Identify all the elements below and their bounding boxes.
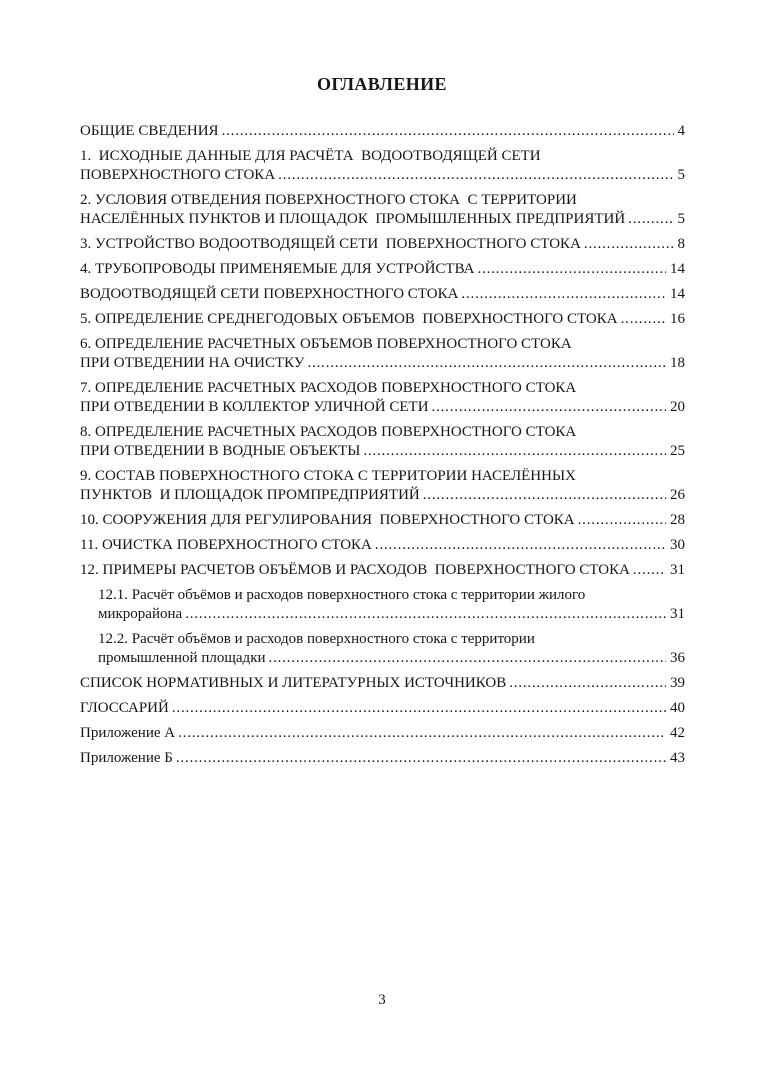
dot-leader [178,724,666,743]
toc-entry-lastline [80,398,685,417]
toc-entry [80,749,685,768]
toc-entry-text: ОБЩИЕ СВЕДЕНИЯ [80,123,219,139]
toc-entry [80,724,685,743]
toc-entry [80,147,685,185]
toc-page-number: 5 [677,211,685,227]
toc-entry-text: ПУНКТОВ И ПЛОЩАДОК ПРОМПРЕДПРИЯТИЙ [80,487,420,503]
toc-entry-line: 6. ОПРЕДЕЛЕНИЕ РАСЧЕТНЫХ ОБЪЕМОВ ПОВЕРХНОСТНОГО СТОКА [80,336,572,352]
toc-entry [80,122,685,141]
toc-entry-lastline [98,605,685,624]
toc-entry-line: 9. СОСТАВ ПОВЕРХНОСТНОГО СТОКА С ТЕРРИТОРИИ НАСЕЛЁННЫХ [80,468,576,484]
toc-entry [80,630,685,668]
dot-leader [269,649,666,668]
toc-entry-text: 5. ОПРЕДЕЛЕНИЕ СРЕДНЕГОДОВЫХ ОБЪЕМОВ ПОВЕРХНОСТНОГО СТОКА [80,311,618,327]
toc-page-number: 16 [670,311,685,327]
toc-entry-text: Приложение Б [80,750,173,766]
dot-leader [375,536,666,555]
dot-leader [222,122,674,141]
toc-entry [80,511,685,530]
toc-entry-text: ПРИ ОТВЕДЕНИИ В ВОДНЫЕ ОБЪЕКТЫ [80,443,361,459]
toc-entry-lastline [80,166,685,185]
toc-entry-lastline [80,699,685,718]
dot-leader [633,561,666,580]
dot-leader [423,486,666,505]
dot-leader [172,699,666,718]
toc-entry [80,586,685,624]
toc-entry-line: 7. ОПРЕДЕЛЕНИЕ РАСЧЕТНЫХ РАСХОДОВ ПОВЕРХНОСТНОГО СТОКА [80,380,577,396]
toc-entry [80,260,685,279]
toc-page-number: 20 [670,399,685,415]
dot-leader [584,235,674,254]
toc-entry [80,467,685,505]
toc-entry [80,423,685,461]
toc-page-number: 28 [670,512,685,528]
toc-entry-line: 12.2. Расчёт объёмов и расходов поверхностного стока с территории [98,631,535,647]
toc-entry [80,335,685,373]
toc-entry-line: 2. УСЛОВИЯ ОТВЕДЕНИЯ ПОВЕРХНОСТНОГО СТОКА С ТЕРРИТОРИИ [80,192,577,208]
toc-page-number: 5 [677,167,685,183]
toc-entry-text: ПОВЕРХНОСТНОГО СТОКА [80,167,276,183]
dot-leader [578,511,666,530]
toc-entry-text: ВОДООТВОДЯЩЕЙ СЕТИ ПОВЕРХНОСТНОГО СТОКА [80,286,459,302]
dot-leader [509,674,666,693]
dot-leader [185,605,666,624]
toc-entry-line: 1. ИСХОДНЫЕ ДАННЫЕ ДЛЯ РАСЧЁТА ВОДООТВОДЯЩЕЙ СЕТИ [80,148,541,164]
toc-entry-text: ГЛОССАРИЙ [80,700,169,716]
toc-entry-lastline [80,260,685,279]
toc-page-number: 40 [670,700,685,716]
toc-entry [80,674,685,693]
dot-leader [176,749,666,768]
toc-entry [80,536,685,555]
toc-entry-text: 12. ПРИМЕРЫ РАСЧЕТОВ ОБЪЁМОВ И РАСХОДОВ ПОВЕРХНОСТНОГО СТОКА [80,562,630,578]
toc-entry-text: НАСЕЛЁННЫХ ПУНКТОВ И ПЛОЩАДОК ПРОМЫШЛЕННЫХ ПРЕДПРИЯТИЙ [80,211,626,227]
toc-page-number: 39 [670,675,685,691]
toc-page-number: 42 [670,725,685,741]
dot-leader [308,354,666,373]
toc-entry-text: 3. УСТРОЙСТВО ВОДООТВОДЯЩЕЙ СЕТИ ПОВЕРХНОСТНОГО СТОКА [80,236,581,252]
toc-page-number: 14 [670,286,685,302]
toc-page-number: 31 [670,562,685,578]
toc-entry-lastline [80,674,685,693]
page-title: ОГЛАВЛЕНИЕ [317,74,447,94]
toc-entry-text: 4. ТРУБОПРОВОДЫ ПРИМЕНЯЕМЫЕ ДЛЯ УСТРОЙСТВА [80,261,475,277]
dot-leader [363,442,666,461]
toc-entry-line: 8. ОПРЕДЕЛЕНИЕ РАСЧЕТНЫХ РАСХОДОВ ПОВЕРХНОСТНОГО СТОКА [80,424,577,440]
toc-entry [80,310,685,329]
toc-list [80,122,685,768]
toc-entry-lastline [80,511,685,530]
toc-page-number: 26 [670,487,685,503]
toc-entry-text: 10. СООРУЖЕНИЯ ДЛЯ РЕГУЛИРОВАНИЯ ПОВЕРХНОСТНОГО СТОКА [80,512,575,528]
toc-entry-lastline [80,561,685,580]
toc-page-number: 43 [670,750,685,766]
toc-entry-line: 12.1. Расчёт объёмов и расходов поверхностного стока с территории жилого [98,587,586,603]
toc-entry-text: промышленной площадки [98,650,266,666]
dot-leader [621,310,666,329]
dot-leader [477,260,666,279]
toc-entry-text: 11. ОЧИСТКА ПОВЕРХНОСТНОГО СТОКА [80,537,372,553]
toc-entry-lastline [80,285,685,304]
dot-leader [432,398,666,417]
toc-entry [80,699,685,718]
toc-entry-lastline [80,235,685,254]
toc-entry-text: ПРИ ОТВЕДЕНИИ НА ОЧИСТКУ [80,355,305,371]
toc-entry-lastline [80,724,685,743]
toc-page-number: 36 [670,650,685,666]
dot-leader [628,210,673,229]
footer-page-number: 3 [378,992,386,1008]
toc-entry-lastline [80,210,685,229]
toc-entry-lastline [80,442,685,461]
toc-entry-lastline [80,536,685,555]
dot-leader [461,285,666,304]
toc-entry [80,561,685,580]
toc-entry-lastline [98,649,685,668]
toc-page-number: 30 [670,537,685,553]
toc-entry-text: микрорайона [98,606,183,622]
toc-entry [80,379,685,417]
toc-entry-text: ПРИ ОТВЕДЕНИИ В КОЛЛЕКТОР УЛИЧНОЙ СЕТИ [80,399,429,415]
toc-page-number: 31 [670,606,685,622]
toc-entry-lastline [80,749,685,768]
toc-entry-text: Приложение А [80,725,176,741]
toc-page-number: 25 [670,443,685,459]
toc-entry-lastline [80,310,685,329]
toc-entry-lastline [80,122,685,141]
toc-entry-lastline [80,354,685,373]
toc-page-number: 8 [677,236,685,252]
toc-page-number: 4 [677,123,685,139]
dot-leader [278,166,673,185]
toc-page-number: 14 [670,261,685,277]
toc-entry [80,285,685,304]
toc-entry [80,235,685,254]
toc-page-number: 18 [670,355,685,371]
toc-entry-text: СПИСОК НОРМАТИВНЫХ И ЛИТЕРАТУРНЫХ ИСТОЧНИКОВ [80,675,507,691]
toc-entry [80,191,685,229]
toc-entry-lastline [80,486,685,505]
